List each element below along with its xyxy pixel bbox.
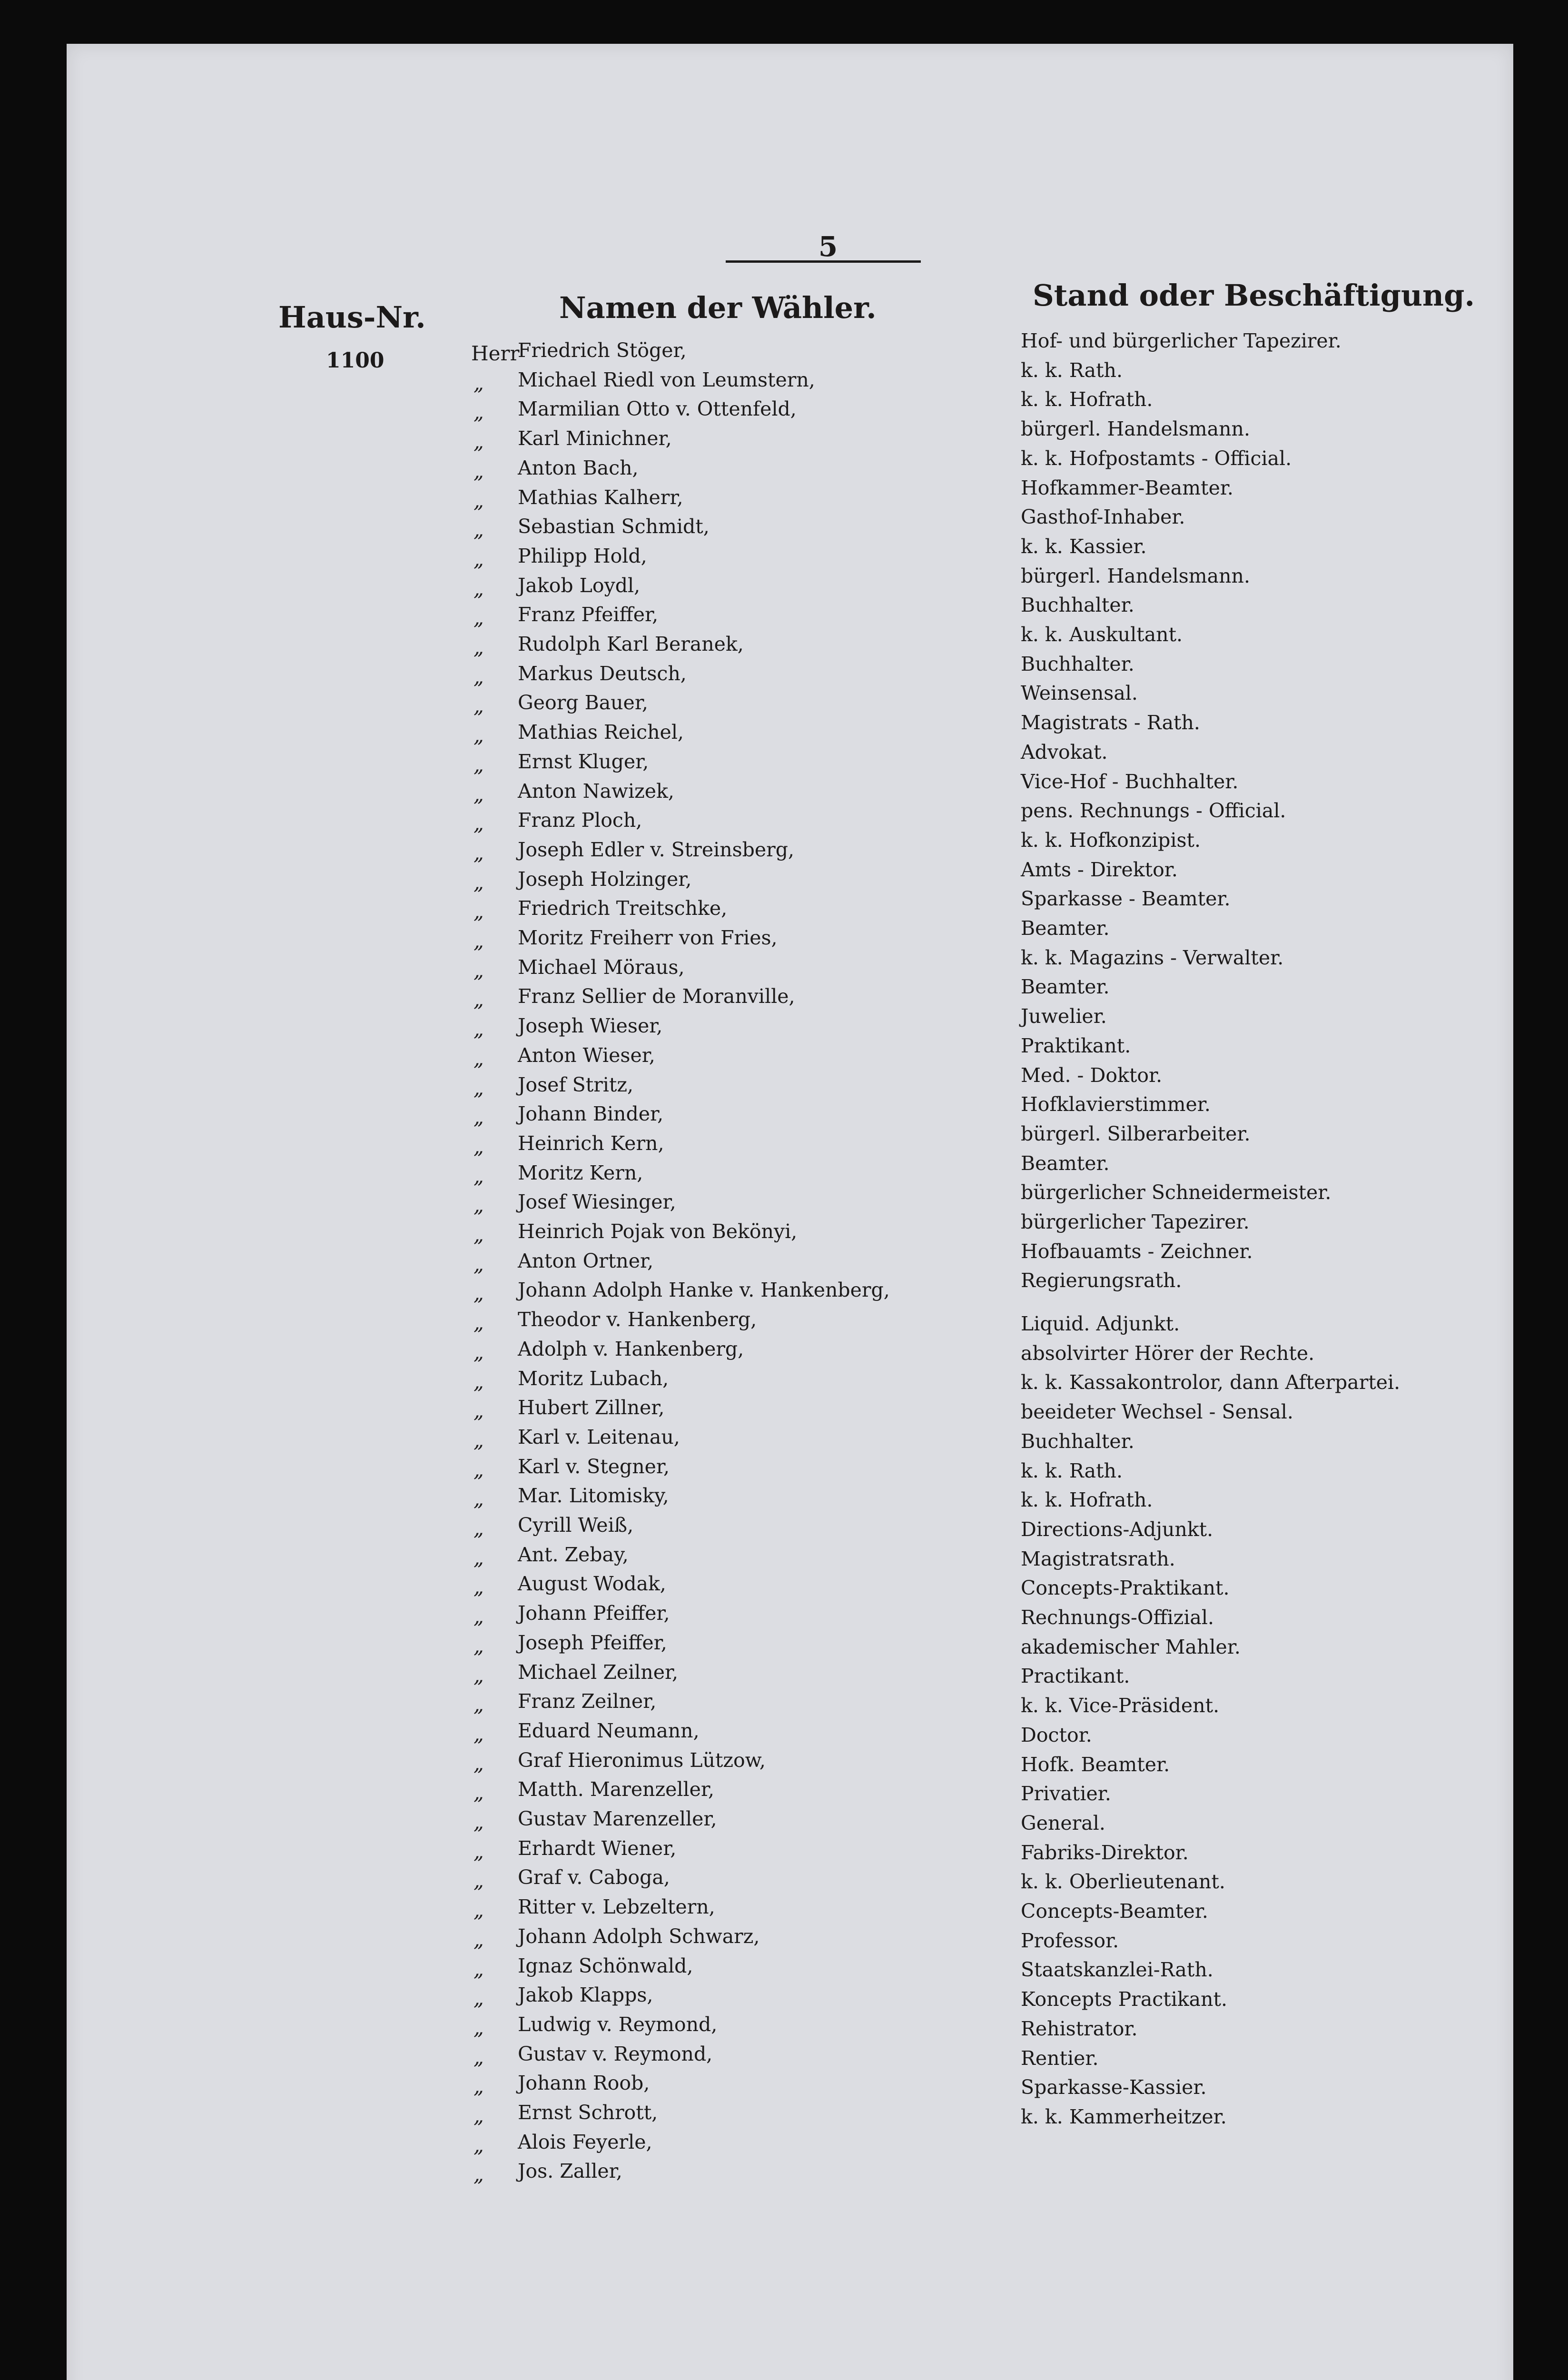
- occupation-entry: k. k. Auskultant.: [1021, 623, 1183, 646]
- ditto-mark: „: [473, 724, 484, 747]
- ditto-mark: „: [473, 1663, 484, 1687]
- occupation-entry: Magistrats - Rath.: [1021, 711, 1200, 734]
- voter-name: Hubert Zillner,: [518, 1396, 665, 1419]
- voter-name: Graf v. Caboga,: [518, 1866, 670, 1889]
- voter-name: Mathias Kalherr,: [518, 486, 683, 509]
- voter-row: [67, 2160, 1513, 2188]
- occupation-entry: absolvirter Hörer der Rechte.: [1021, 1341, 1315, 1365]
- voter-name: Friedrich Treitschke,: [518, 897, 728, 920]
- voter-name: Karl v. Stegner,: [518, 1455, 670, 1478]
- voter-name: Heinrich Pojak von Bekönyi,: [518, 1220, 798, 1243]
- voter-name: Anton Bach,: [518, 456, 639, 479]
- occupation-entry: Staatskanzlei-Rath.: [1021, 1958, 1213, 1982]
- voter-name: Eduard Neumann,: [518, 1719, 700, 1742]
- ditto-mark: „: [473, 812, 484, 835]
- ditto-mark: „: [473, 1751, 484, 1775]
- voter-row: [67, 2101, 1513, 2130]
- voter-name: Georg Bauer,: [518, 691, 648, 714]
- voter-name: Johann Roob,: [518, 2072, 650, 2095]
- occupation-entry: Juwelier.: [1021, 1005, 1107, 1028]
- voter-row: [67, 1014, 1513, 1043]
- occupation-entry: bürgerlicher Schneidermeister.: [1021, 1181, 1331, 1204]
- voter-name: Josef Stritz,: [518, 1073, 634, 1096]
- ditto-mark: „: [473, 547, 484, 571]
- voter-name: Ant. Zebay,: [518, 1543, 629, 1566]
- occupation-entry: Directions-Adjunkt.: [1021, 1517, 1213, 1541]
- voter-row: [67, 662, 1513, 691]
- voter-name: Franz Sellier de Moranville,: [518, 985, 795, 1008]
- voter-name: Graf Hieronimus Lützow,: [518, 1748, 766, 1772]
- voter-row: [67, 1749, 1513, 1777]
- voter-row: [67, 456, 1513, 485]
- voter-name: Adolph v. Hankenberg,: [518, 1337, 744, 1360]
- occupation-entry: Doctor.: [1021, 1723, 1092, 1746]
- occupation-entry: Advokat.: [1021, 740, 1108, 764]
- voter-name: Anton Nawizek,: [518, 779, 674, 803]
- voter-name: Johann Adolph Hanke v. Hankenberg,: [518, 1279, 890, 1302]
- ditto-mark: „: [473, 1458, 484, 1481]
- ditto-mark: „: [473, 1927, 484, 1951]
- occupation-entry: Med. - Doktor.: [1021, 1063, 1163, 1087]
- voter-name: Michael Möraus,: [518, 955, 685, 979]
- header-voter-names: Namen der Wähler.: [559, 290, 877, 325]
- occupation-entry: bürgerl. Handelsmann.: [1021, 564, 1250, 587]
- voter-name: Joseph Edler v. Streinsberg,: [518, 838, 795, 861]
- voter-row: [67, 1807, 1513, 1836]
- ditto-mark: „: [473, 1575, 484, 1599]
- ditto-mark: „: [473, 1340, 484, 1364]
- ditto-mark: „: [473, 1546, 484, 1569]
- voter-row: [67, 1250, 1513, 1278]
- occupation-entry: Hofkammer-Beamter.: [1021, 476, 1233, 499]
- occupation-entry: Rentier.: [1021, 2046, 1099, 2070]
- voter-name: Markus Deutsch,: [518, 662, 687, 685]
- voter-name: Franz Ploch,: [518, 809, 642, 832]
- occupation-entry: Amts - Direktor.: [1021, 858, 1178, 881]
- voter-row: [67, 1220, 1513, 1249]
- occupation-entry: Hofk. Beamter.: [1021, 1753, 1170, 1776]
- occupation-entry: k. k. Kassakontrolor, dann Afterpartei.: [1021, 1371, 1400, 1394]
- voter-row: [67, 1102, 1513, 1131]
- voter-row: [67, 2072, 1513, 2100]
- occupation-entry: Gasthof-Inhaber.: [1021, 506, 1185, 529]
- voter-row: [67, 2043, 1513, 2071]
- ditto-mark: „: [473, 2045, 484, 2069]
- occupation-entry: Liquid. Adjunkt.: [1021, 1312, 1180, 1335]
- voter-name: Johann Pfeiffer,: [518, 1602, 670, 1625]
- voter-row: [67, 1455, 1513, 1484]
- voter-row: [67, 780, 1513, 808]
- occupation-entry: Buchhalter.: [1021, 594, 1134, 617]
- voter-name: Alois Feyerle,: [518, 2130, 652, 2153]
- voter-row: [67, 1631, 1513, 1660]
- voter-name: Franz Pfeiffer,: [518, 603, 659, 626]
- occupation-entry: Vice-Hof - Buchhalter.: [1021, 770, 1239, 793]
- voter-name: Joseph Holzinger,: [518, 867, 692, 891]
- voter-name: Ritter v. Lebzeltern,: [518, 1895, 715, 1919]
- voter-name: Johann Binder,: [518, 1102, 664, 1126]
- voter-name: Ernst Kluger,: [518, 750, 649, 773]
- document-page: [67, 44, 1513, 2380]
- voter-row: [67, 1073, 1513, 1102]
- voter-row: [67, 1543, 1513, 1572]
- occupation-entry: Hofklavierstimmer.: [1021, 1093, 1211, 1116]
- ditto-mark: „: [473, 1487, 484, 1511]
- voter-name: Joseph Wieser,: [518, 1014, 663, 1038]
- voter-name: Jakob Klapps,: [518, 1983, 653, 2007]
- occupation-entry: k. k. Rath.: [1021, 358, 1123, 382]
- occupation-entry: Buchhalter.: [1021, 1429, 1134, 1453]
- occupation-entry: Beamter.: [1021, 975, 1110, 999]
- ditto-mark: „: [473, 2015, 484, 2039]
- occupation-entry: k. k. Vice-Präsident.: [1021, 1694, 1220, 1717]
- occupation-entry: Fabriks-Direktor.: [1021, 1841, 1189, 1864]
- occupation-entry: bürgerl. Silberarbeiter.: [1021, 1122, 1251, 1145]
- ditto-mark: „: [473, 2074, 484, 2098]
- voter-list: [67, 44, 1513, 2380]
- ditto-mark: „: [473, 1839, 484, 1863]
- ditto-mark: „: [473, 1134, 484, 1158]
- ditto-mark: „: [473, 488, 484, 512]
- page-number: 5: [818, 230, 838, 263]
- voter-name: Sebastian Schmidt,: [518, 515, 710, 538]
- voter-name: Moritz Lubach,: [518, 1367, 669, 1390]
- voter-name: Theodor v. Hankenberg,: [518, 1308, 757, 1331]
- voter-row: [67, 1954, 1513, 1983]
- occupation-entry: k. k. Rath.: [1021, 1459, 1123, 1482]
- voter-row: [67, 985, 1513, 1013]
- voter-row: [67, 1895, 1513, 1924]
- ditto-mark: „: [473, 430, 484, 454]
- ditto-mark: „: [473, 929, 484, 952]
- ditto-mark: „: [473, 1810, 484, 1834]
- voter-row: [67, 897, 1513, 925]
- ditto-mark: „: [473, 900, 484, 923]
- occupation-entry: k. k. Oberlieutenant.: [1021, 1870, 1225, 1894]
- voter-row: [67, 1983, 1513, 2012]
- occupation-entry: k. k. Hofrath.: [1021, 1488, 1153, 1512]
- voter-row: [67, 1690, 1513, 1718]
- voter-row: [67, 926, 1513, 955]
- voter-name: Moritz Freiherr von Fries,: [518, 926, 778, 949]
- ditto-mark: „: [473, 1223, 484, 1246]
- occupation-entry: pens. Rechnungs - Official.: [1021, 799, 1286, 823]
- voter-name: Gustav Marenzeller,: [518, 1807, 717, 1830]
- voter-row: [67, 427, 1513, 456]
- occupation-entry: Professor.: [1021, 1929, 1119, 1952]
- voter-row: [67, 545, 1513, 573]
- ditto-mark: „: [473, 870, 484, 894]
- ditto-mark: „: [473, 841, 484, 864]
- ditto-mark: „: [473, 1164, 484, 1188]
- occupation-entry: k. k. Hofkonzipist.: [1021, 828, 1201, 852]
- occupation-entry: Hof- und bürgerlicher Tapezirer.: [1021, 329, 1341, 352]
- occupation-entry: k. k. Kammerheitzer.: [1021, 2105, 1227, 2128]
- ditto-mark: „: [473, 1517, 484, 1540]
- voter-name: Philipp Hold,: [518, 544, 647, 567]
- ditto-mark: „: [473, 1369, 484, 1393]
- occupation-entry: bürgerl. Handelsmann.: [1021, 417, 1250, 441]
- ditto-mark: „: [473, 576, 484, 600]
- ditto-mark: „: [473, 958, 484, 982]
- ditto-mark: „: [473, 1076, 484, 1100]
- voter-name: Jos. Zaller,: [518, 2160, 622, 2183]
- occupation-entry: Weinsensal.: [1021, 682, 1138, 705]
- voter-row: [67, 397, 1513, 426]
- voter-row: [67, 1837, 1513, 1865]
- voter-name: Anton Wieser,: [518, 1043, 655, 1067]
- ditto-mark: „: [473, 1281, 484, 1305]
- voter-name: Moritz Kern,: [518, 1161, 643, 1184]
- ditto-mark: „: [473, 1428, 484, 1452]
- ditto-mark: „: [473, 1311, 484, 1335]
- occupation-entry: Buchhalter.: [1021, 652, 1134, 675]
- voter-name: Jakob Loydl,: [518, 574, 641, 597]
- ditto-mark: „: [473, 1869, 484, 1893]
- voter-name: Karl Minichner,: [518, 427, 672, 450]
- voter-row: [67, 868, 1513, 896]
- voter-row: [67, 1396, 1513, 1425]
- voter-row: [67, 368, 1513, 397]
- occupation-entry: Sparkasse - Beamter.: [1021, 887, 1231, 911]
- ditto-mark: „: [473, 1193, 484, 1217]
- ditto-mark: „: [473, 635, 484, 659]
- voter-row: [67, 1514, 1513, 1542]
- ditto-mark: „: [473, 1986, 484, 2010]
- ditto-mark: „: [473, 606, 484, 630]
- header-occupation: Stand oder Beschäftigung.: [1033, 278, 1475, 313]
- voter-name: Josef Wiesinger,: [518, 1190, 676, 1214]
- salutation: Herr: [471, 342, 520, 365]
- occupation-entry: Concepts-Praktikant.: [1021, 1577, 1230, 1600]
- ditto-mark: „: [473, 988, 484, 1012]
- voter-row: [67, 1602, 1513, 1630]
- house-number: 1100: [326, 348, 385, 373]
- voter-name: Ignaz Schönwald,: [518, 1954, 693, 1977]
- voter-row: [67, 574, 1513, 603]
- voter-row: [67, 750, 1513, 779]
- occupation-entry: k. k. Hofrath.: [1021, 388, 1153, 411]
- voter-row: [67, 603, 1513, 632]
- voter-name: Michael Riedl von Leumstern,: [518, 368, 815, 391]
- occupation-entry: k. k. Magazins - Verwalter.: [1021, 946, 1284, 969]
- ditto-mark: „: [473, 782, 484, 806]
- voter-name: Gustav v. Reymond,: [518, 2042, 713, 2065]
- occupation-entry: Rehistrator.: [1021, 2017, 1138, 2040]
- voter-row: [67, 486, 1513, 515]
- occupation-entry: bürgerlicher Tapezirer.: [1021, 1210, 1250, 1233]
- voter-name: Mar. Litomisky,: [518, 1484, 669, 1507]
- ditto-mark: „: [473, 1693, 484, 1716]
- occupation-entry: Beamter.: [1021, 1151, 1110, 1175]
- ditto-mark: „: [473, 1399, 484, 1423]
- voter-name: Franz Zeilner,: [518, 1690, 657, 1713]
- ditto-mark: „: [473, 1046, 484, 1070]
- occupation-entry: Sparkasse-Kassier.: [1021, 2076, 1207, 2099]
- voter-row: [67, 1572, 1513, 1601]
- occupation-entry: Rechnungs-Offizial.: [1021, 1606, 1214, 1629]
- voter-name: Ernst Schrott,: [518, 2101, 658, 2124]
- voter-row: [67, 1484, 1513, 1513]
- ditto-mark: „: [473, 518, 484, 542]
- voter-name: Marmilian Otto v. Ottenfeld,: [518, 397, 797, 421]
- ditto-mark: „: [473, 2104, 484, 2127]
- ditto-mark: „: [473, 371, 484, 395]
- voter-row: [67, 691, 1513, 720]
- occupation-entry: Practikant.: [1021, 1665, 1130, 1688]
- voter-name: Anton Ortner,: [518, 1249, 654, 1272]
- occupation-entry: General.: [1021, 1811, 1105, 1835]
- ditto-mark: „: [473, 1781, 484, 1805]
- voter-row: [67, 1308, 1513, 1337]
- voter-name: Ludwig v. Reymond,: [518, 2013, 718, 2036]
- ditto-mark: „: [473, 1017, 484, 1041]
- ditto-mark: „: [473, 753, 484, 776]
- ditto-mark: „: [473, 2133, 484, 2157]
- voter-row: [67, 1426, 1513, 1454]
- voter-row: [67, 633, 1513, 661]
- ditto-mark: „: [473, 1722, 484, 1745]
- ditto-mark: „: [473, 1605, 484, 1628]
- voter-row: [67, 1719, 1513, 1748]
- voter-row: [67, 956, 1513, 984]
- occupation-entry: Privatier.: [1021, 1782, 1111, 1805]
- occupation-entry: Beamter.: [1021, 917, 1110, 940]
- voter-name: Mathias Reichel,: [518, 721, 684, 744]
- ditto-mark: „: [473, 1252, 484, 1276]
- voter-row: [67, 2013, 1513, 2042]
- voter-row: [67, 838, 1513, 867]
- voter-name: Erhardt Wiener,: [518, 1836, 677, 1860]
- voter-name: Michael Zeilner,: [518, 1660, 679, 1684]
- voter-name: August Wodak,: [518, 1572, 666, 1596]
- voter-row: [67, 1866, 1513, 1894]
- occupation-entry: Concepts-Beamter.: [1021, 1900, 1208, 1923]
- ditto-mark: „: [473, 1957, 484, 1981]
- voter-name: Cyrill Weiß,: [518, 1514, 634, 1537]
- voter-row: [67, 1044, 1513, 1072]
- occupation-entry: k. k. Hofpostamts - Official.: [1021, 446, 1292, 470]
- occupation-entry: Regierungsrath.: [1021, 1269, 1182, 1292]
- ditto-mark: „: [473, 1634, 484, 1657]
- ditto-mark: „: [473, 694, 484, 718]
- voter-row: [67, 1925, 1513, 1954]
- occupation-entry: Magistratsrath.: [1021, 1547, 1175, 1570]
- voter-name: Joseph Pfeiffer,: [518, 1631, 667, 1654]
- header-house-number: Haus-Nr.: [278, 300, 426, 335]
- occupation-entry: Praktikant.: [1021, 1034, 1131, 1057]
- voter-row: [67, 1132, 1513, 1160]
- ditto-mark: „: [473, 2162, 484, 2186]
- voter-row: [67, 1778, 1513, 1806]
- ditto-mark: „: [473, 400, 484, 424]
- voter-row: [67, 2131, 1513, 2159]
- voter-name: Heinrich Kern,: [518, 1131, 664, 1155]
- occupation-entry: Hofbauamts - Zeichner.: [1021, 1240, 1253, 1263]
- ditto-mark: „: [473, 1898, 484, 1922]
- voter-row: [67, 515, 1513, 544]
- voter-name: Johann Adolph Schwarz,: [518, 1924, 760, 1948]
- voter-name: Karl v. Leitenau,: [518, 1425, 680, 1448]
- ditto-mark: „: [473, 1105, 484, 1129]
- voter-row: [67, 1279, 1513, 1307]
- voter-row: [67, 1661, 1513, 1689]
- voter-name: Matth. Marenzeller,: [518, 1778, 715, 1801]
- voter-name: Rudolph Karl Beranek,: [518, 633, 744, 655]
- occupation-entry: k. k. Kassier.: [1021, 535, 1147, 558]
- voter-row: [67, 809, 1513, 837]
- occupation-entry: Koncepts Practikant.: [1021, 1988, 1228, 2011]
- voter-row: [67, 721, 1513, 749]
- occupation-entry: akademischer Mahler.: [1021, 1635, 1241, 1658]
- voter-name: Friedrich Stöger,: [518, 339, 687, 362]
- occupation-entry: beeideter Wechsel - Sensal.: [1021, 1400, 1293, 1424]
- ditto-mark: „: [473, 664, 484, 688]
- ditto-mark: „: [473, 459, 484, 483]
